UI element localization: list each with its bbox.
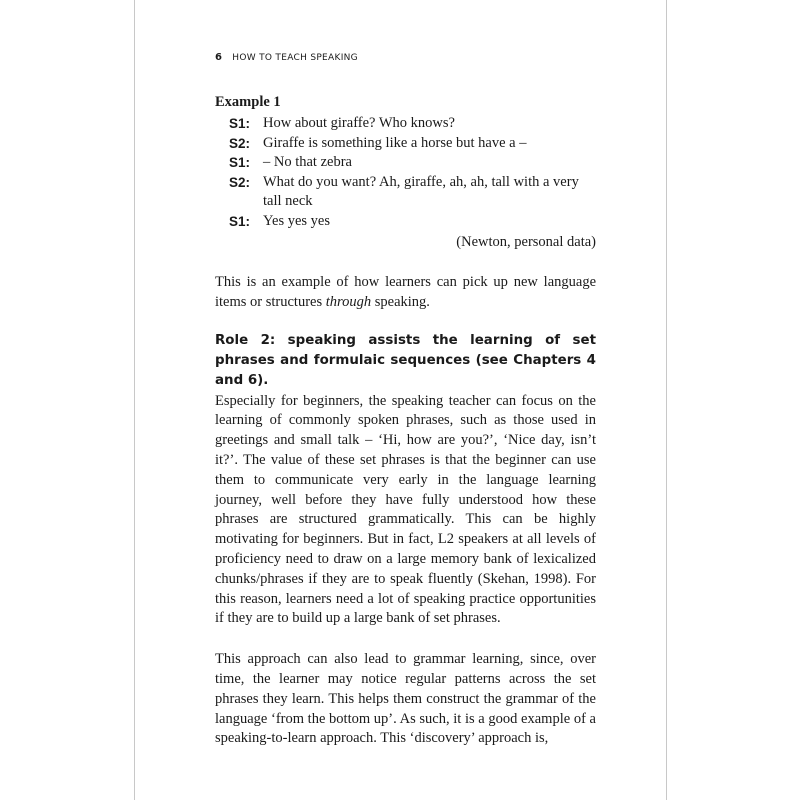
running-title: HOW TO TEACH SPEAKING [232,53,358,63]
speaker-label: S1: [229,155,251,170]
dialogue-turn [229,134,596,154]
utterance: What do you want? Ah, giraffe, ah, ah, tall with a very tall neck [263,173,579,209]
speaker-label: S1: [229,116,251,131]
speaker-label: S2: [229,135,251,151]
dialogue [229,114,596,231]
example-title: Example 1 [215,94,281,110]
dialogue-turn [229,153,596,173]
page-number: 6 [215,52,223,63]
paragraph-body: Especially for beginners, the speaking teacher can focus on the learning of commonly spoken phrases, such as those used in greetings and small talk – ‘Hi, how are you?’, ‘Nice day, isn’t it?’. The value of these set phrases is that the beginner can use them to communicate very early in the language learning journey, well before they have fully understood how these phrases are structured grammatically. This can be highly motivating for beginners. But in fact, L2 speakers at all levels of proficiency need to draw on a large memory bank of lexicalized chunks/phrases if they are to speak fluently (Skehan, 1998). For this reason, learners need a lot of speaking practice opportunities if they are to build up a large bank of set phrases. [215,392,596,627]
running-header [215,52,358,63]
dialogue-turn [229,173,596,212]
dialogue-turn [229,114,596,134]
utterance: Yes yes yes [263,212,331,229]
emphasis-word: through [325,293,372,310]
paragraph-body-2: This approach can also lead to grammar learning, since, over time, the learner may notice regular patterns across the set phrases they learn. This helps them construct the grammar of the language ‘from the bottom up’. As such, it is a good example of a speaking-to-learn approach. This ‘discovery’ approach is, [215,651,596,747]
speaker-label: S1: [229,213,251,229]
speaker-label: S2: [229,174,251,190]
example-source: (Newton, personal data) [456,234,596,250]
utterance: Giraffe is something like a horse but have a – [263,134,527,151]
paragraph-intro-text: This is an example of how learners can pick up new language items or structures [215,274,596,310]
paragraph-intro [215,273,596,313]
utterance: – No that zebra [263,154,352,170]
book-page [134,0,667,800]
utterance: How about giraffe? Who knows? [263,115,455,131]
page-content [215,92,596,749]
paragraph-intro-end: speaking. [371,293,430,310]
dialogue-turn [229,212,596,232]
section-heading: Role 2: speaking assists the learning of set phrases and formulaic sequences (see Chapters 4 and 6). [215,332,596,388]
